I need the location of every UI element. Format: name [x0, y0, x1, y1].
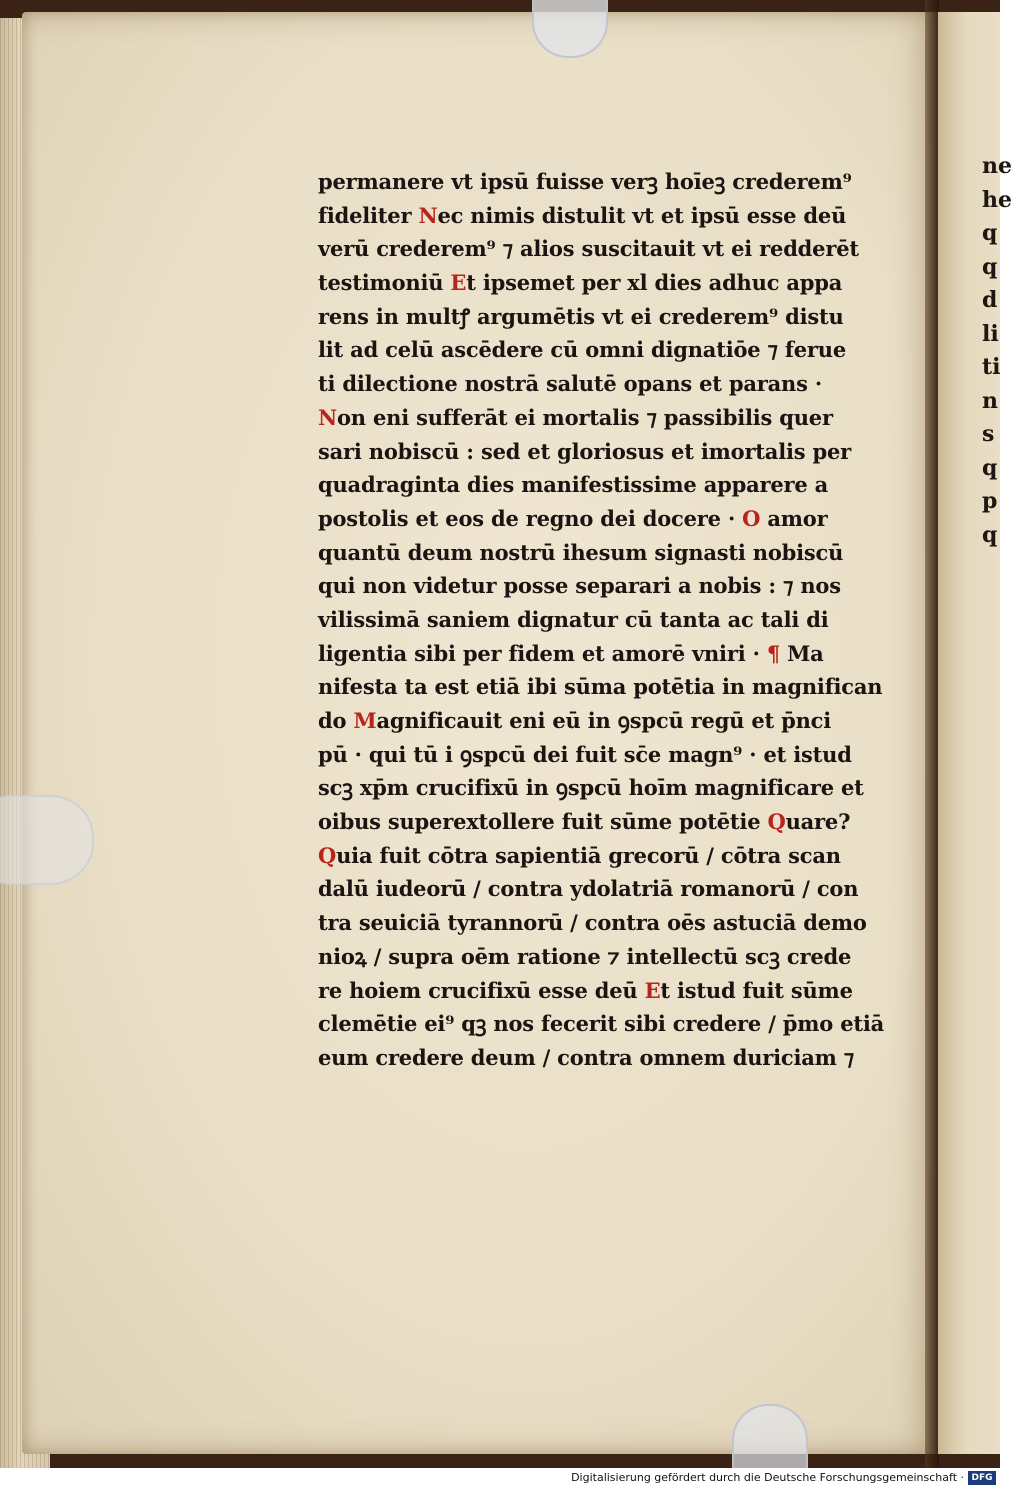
text-line: oibus superextollere fuit sūme potētie Quare? — [318, 809, 851, 835]
facing-page-fragment: d — [982, 287, 998, 313]
text-line: pū · qui tū i ꝯspcū dei fuit sc̄e magn⁹ · et istud — [318, 741, 852, 767]
facing-page-fragment: s — [982, 421, 995, 447]
rubricated-initial: E — [450, 270, 467, 296]
text-line: testimoniū Et ipsemet per xl dies adhuc appa — [318, 270, 843, 296]
rubricated-initial: O — [742, 505, 761, 531]
rubricated-initial: Q — [318, 842, 337, 868]
funding-credit: Digitalisierung gefördert durch die Deutsche Forschungsgemeinschaft · — [571, 1471, 964, 1484]
facing-page-fragment: li — [982, 320, 999, 347]
text-line: eum credere deum / contra omnem duriciam ⁊ — [318, 1044, 855, 1070]
facing-page-fragment: q — [982, 454, 998, 481]
text-line: fideliter Nec nimis distulit vt et ipsū esse deū — [318, 202, 847, 228]
rubricated-initial: N — [418, 202, 438, 228]
text-block — [318, 165, 885, 1075]
text-line: quadraginta dies manifestissime apparere a — [318, 472, 829, 498]
page-clip — [0, 795, 94, 885]
text-line: postolis et eos de regno dei docere · O amor — [318, 505, 828, 531]
facing-page-fragment: ti — [982, 354, 1001, 380]
text-line: lit ad celū ascēdere cū omni dignatiōe ⁊ ferue — [318, 337, 846, 363]
book-gutter — [925, 0, 939, 1468]
text-line: tra seuiciā tyrannorū / contra oēs astuciā demo — [318, 910, 867, 936]
footer-bar — [0, 1468, 1000, 1488]
text-line: clemētie ei⁹ qꝫ nos fecerit sibi credere / p̄mo etiā — [318, 1011, 885, 1037]
text-line: qui non videtur posse separari a nobis : ⁊ nos — [318, 573, 841, 599]
text-line: ligentia sibi per fidem et amorē vniri · ¶ Ma — [318, 640, 824, 666]
text-line: ti dilectione nostrā salutē opans et parans · — [318, 371, 822, 397]
facing-page-fragment: he — [982, 186, 1012, 213]
facing-page-fragment: n — [982, 387, 998, 414]
text-line: nioꝝ / supra oēm ratione ⁊ intellectū scꝫ crede — [318, 943, 852, 969]
rubricated-initial: E — [644, 977, 661, 1003]
text-line: rens in multꝭ argumētis vt ei crederem⁹ distu — [318, 303, 844, 329]
text-line: re hoiem crucifixū esse deū Et istud fuit sūme — [318, 977, 853, 1003]
text-line: sari nobiscū : sed et gloriosus et imortalis per — [318, 438, 852, 464]
text-line: nifesta ta est etiā ibi sūma potētia in magnifican — [318, 674, 883, 700]
text-line: verū crederem⁹ ⁊ alios suscitauit vt ei redderēt — [318, 236, 859, 262]
text-line: do Magnificauit eni eū in ꝯspcū regū et p̄nci — [318, 708, 832, 733]
dfg-logo: DFG — [968, 1471, 996, 1485]
rubricated-initial: Q — [767, 809, 786, 835]
facing-page-fragment: q — [982, 521, 998, 548]
rubricated-initial: ¶ — [766, 640, 780, 666]
text-line: vilissimā saniem dignatur cū tanta ac tali di — [318, 606, 829, 632]
text-line: Non eni sufferāt ei mortalis ⁊ passibilis quer — [318, 404, 833, 430]
text-line: permanere vt ipsū fuisse verꝫ hoīeꝫ crederem⁹ — [318, 169, 852, 194]
text-line: dalū iudeorū / contra ydolatriā romanorū / con — [318, 876, 859, 902]
text-line: scꝫ xp̄m crucifixū in ꝯspcū hoīm magnificare et — [318, 775, 864, 801]
facing-page-fragment: q — [982, 253, 998, 280]
facing-page-fragment: ne — [982, 153, 1012, 179]
text-line: Quia fuit cōtra sapientiā grecorū / cōtra scan — [318, 842, 841, 868]
facing-page-fragment: p — [982, 488, 998, 514]
facing-page-text — [982, 150, 1012, 552]
text-line: quantū deum nostrū ihesum signasti nobiscū — [318, 539, 844, 565]
rubricated-initial: M — [353, 708, 377, 733]
page-clip — [732, 1404, 808, 1470]
facing-page-fragment: q — [982, 220, 998, 246]
rubricated-initial: N — [318, 404, 337, 430]
